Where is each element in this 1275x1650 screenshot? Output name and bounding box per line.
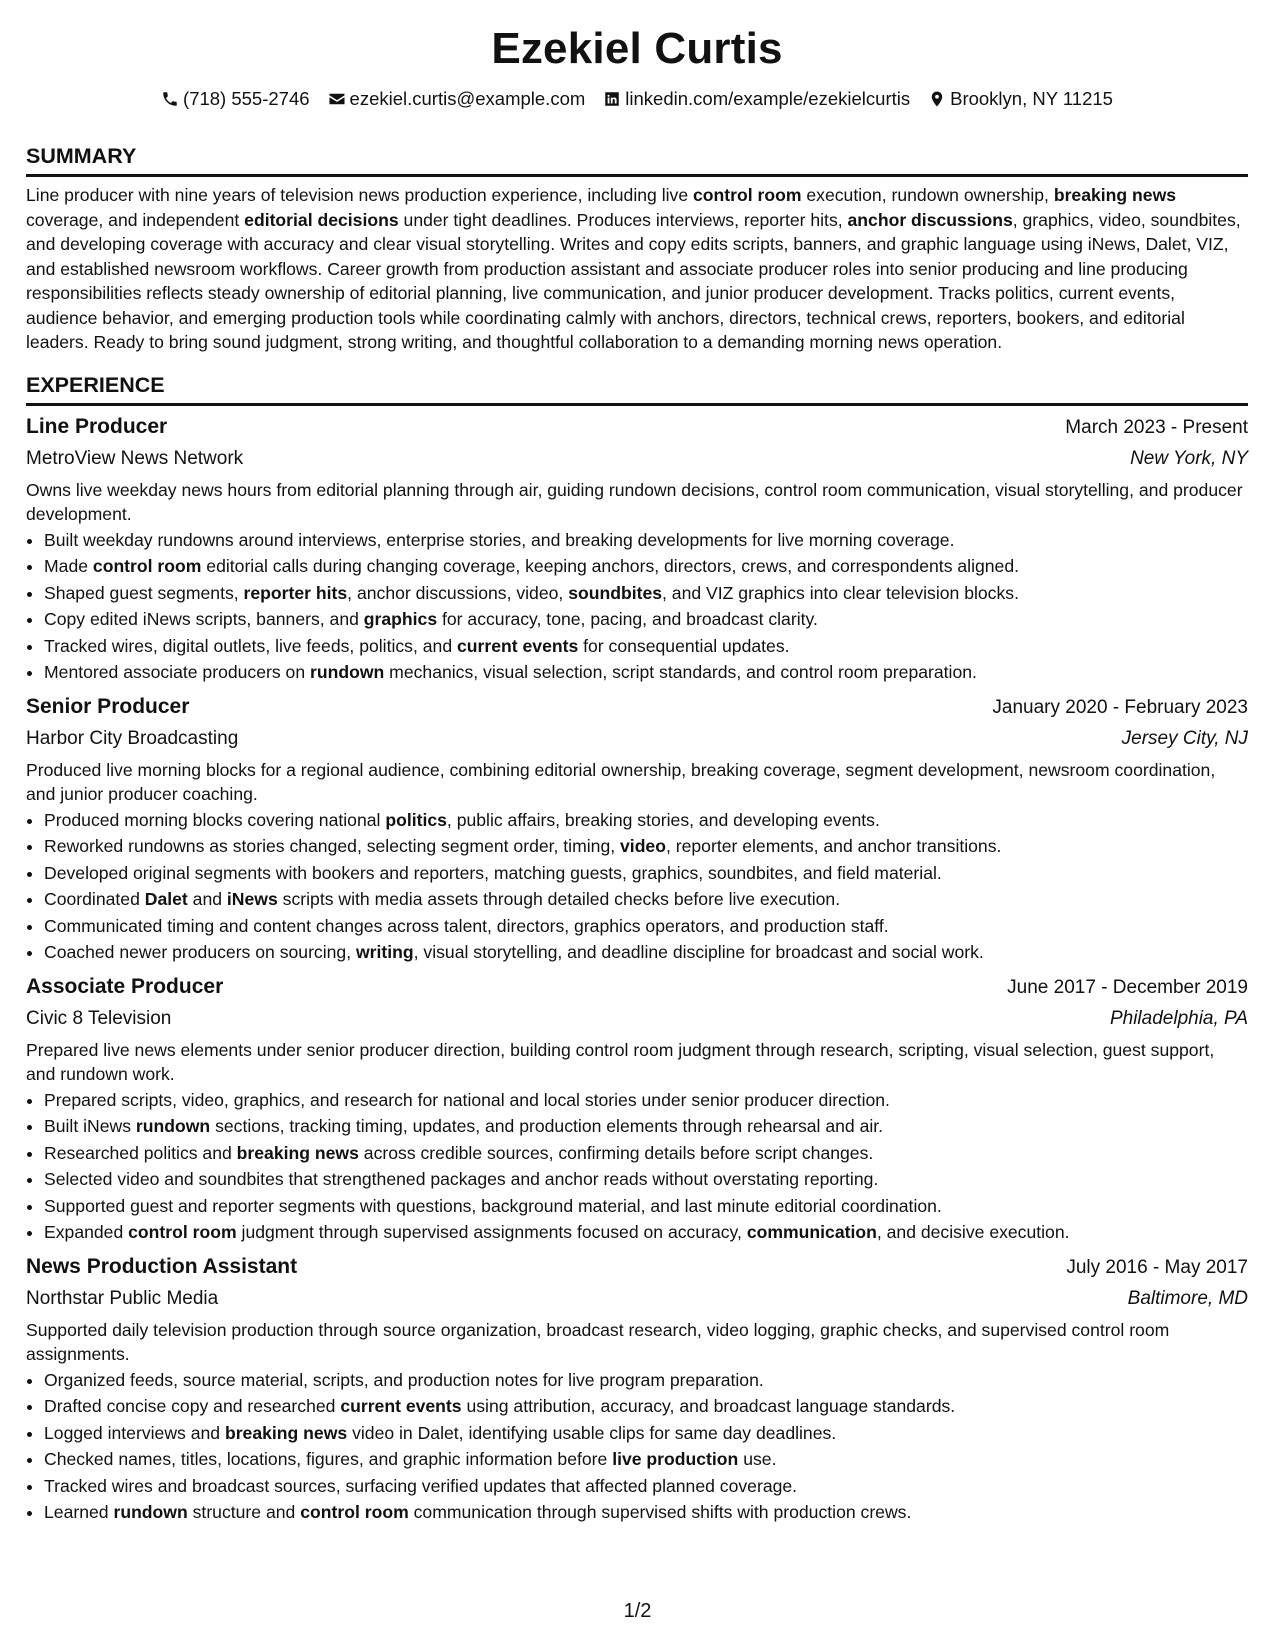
bullet-text: Mentored associate producers on <box>44 662 311 682</box>
contact-location <box>928 88 1113 110</box>
job-bullet-list <box>26 807 1248 966</box>
phone-icon <box>161 90 179 108</box>
job-dates: March 2023 - Present <box>1065 416 1248 438</box>
bullet-keyword: video <box>620 836 666 856</box>
section-title-experience: EXPERIENCE <box>26 371 1248 406</box>
job-header <box>26 972 1248 1003</box>
job-header <box>26 1252 1248 1283</box>
bullet-text: Communicated timing and content changes across talent, directors, graphics operators, and production staff. <box>44 915 889 936</box>
bullet-keyword: current events <box>457 635 579 656</box>
bullet-keyword: soundbites <box>568 582 663 603</box>
job-description: Owns live weekday news hours from editorial planning through air, guiding rundown decisions, control room communication, visual storytelling, and producer development. <box>26 479 1243 524</box>
envelope-icon <box>328 90 346 108</box>
bullet-text: Selected video and soundbites that strengthened packages and anchor reads without overstating reporting. <box>44 1169 879 1189</box>
bullet-text: , reporter elements, and anchor transitions. <box>665 836 1002 856</box>
bullet-keyword: live production <box>612 1449 739 1469</box>
job-bullet <box>44 1367 1248 1394</box>
job-dates: January 2020 - February 2023 <box>992 696 1248 718</box>
section-title-summary: SUMMARY <box>26 142 1248 177</box>
summary-text: execution, rundown ownership, <box>801 185 1054 205</box>
bullet-keyword: control room <box>128 1222 237 1242</box>
bullet-text: use. <box>738 1449 777 1469</box>
bullet-text: Drafted concise copy and researched <box>44 1396 341 1416</box>
job-location: Baltimore, MD <box>1127 1287 1248 1309</box>
job-location: Jersey City, NJ <box>1121 727 1248 749</box>
bullet-text: video in Dalet, identifying usable clips for same day deadlines. <box>347 1422 837 1443</box>
job-bullet <box>44 527 1248 554</box>
job-bullet <box>44 1499 1248 1526</box>
job-bullet <box>44 580 1248 607</box>
job-bullet <box>44 860 1248 887</box>
bullet-keyword: reporter hits <box>243 582 348 603</box>
linkedin-url[interactable]: linkedin.com/example/ezekielcurtis <box>625 88 911 109</box>
summary-paragraph <box>26 183 1248 355</box>
job-bullet <box>44 1193 1248 1220</box>
bullet-text: Shaped guest segments, <box>44 582 244 603</box>
job-bullet <box>44 1446 1248 1473</box>
bullet-keyword: control room <box>92 556 202 576</box>
job-bullet <box>44 1219 1248 1246</box>
bullet-text: , visual storytelling, and deadline discipline for broadcast and social work. <box>413 942 984 962</box>
bullet-keyword: rundown <box>135 1116 211 1136</box>
summary-keyword: breaking news <box>1053 185 1177 205</box>
job-subheader <box>26 1283 1248 1314</box>
summary-text: under tight deadlines. Produces interviews, reporter hits, <box>398 209 848 230</box>
bullet-text: , anchor discussions, video, <box>347 582 569 603</box>
bullet-text: Coordinated <box>44 889 145 909</box>
contact-email <box>328 88 586 110</box>
job-description: Prepared live news elements under senior producer direction, building control room judgment through research, scripting, visual selection, guest support, and rundown work. <box>26 1039 1215 1084</box>
contact-phone <box>161 88 310 110</box>
summary-keyword: anchor discussions <box>847 209 1013 230</box>
job-bullet <box>44 886 1248 913</box>
bullet-text: across credible sources, confirming details before script changes. <box>358 1142 874 1163</box>
bullet-text: structure and <box>187 1502 301 1522</box>
job-entry <box>26 1252 1248 1526</box>
bullet-text: judgment through supervised assignments focused on accuracy, <box>236 1222 747 1242</box>
bullet-text: for accuracy, tone, pacing, and broadcast clarity. <box>437 609 818 629</box>
job-subheader <box>26 1003 1248 1034</box>
job-entry <box>26 692 1248 966</box>
job-bullet <box>44 1113 1248 1140</box>
job-bullet <box>44 1140 1248 1167</box>
job-dates: July 2016 - May 2017 <box>1066 1256 1248 1278</box>
job-bullet <box>44 606 1248 633</box>
email-address[interactable]: ezekiel.curtis@example.com <box>349 88 586 109</box>
job-location: New York, NY <box>1130 447 1248 469</box>
bullet-text: mechanics, visual selection, script standards, and control room preparation. <box>384 662 977 682</box>
job-company: Northstar Public Media <box>26 1287 219 1309</box>
phone-number[interactable]: (718) 555-2746 <box>183 88 310 109</box>
job-bullet <box>44 659 1248 686</box>
job-dates: June 2017 - December 2019 <box>1007 976 1248 998</box>
bullet-text: , and decisive execution. <box>876 1222 1070 1242</box>
bullet-keyword: current events <box>340 1396 462 1416</box>
bullet-keyword: writing <box>355 942 414 962</box>
bullet-keyword: iNews <box>226 889 278 909</box>
bullet-text: Researched politics and <box>44 1142 237 1163</box>
bullet-text: editorial calls during changing coverage, keeping anchors, directors, crews, and correspondents aligned. <box>201 556 1020 576</box>
map-pin-icon <box>928 90 946 108</box>
job-company: MetroView News Network <box>26 447 244 469</box>
bullet-keyword: rundown <box>113 1502 188 1522</box>
bullet-text: Reworked rundowns as stories changed, selecting segment order, timing, <box>44 836 621 856</box>
job-description: Supported daily television production through source organization, broadcast research, video logging, graphic checks, and supervised control room assignments. <box>26 1319 1170 1364</box>
bullet-text: Copy edited iNews scripts, banners, and <box>44 609 364 629</box>
job-bullet <box>44 807 1248 834</box>
job-subheader <box>26 443 1248 474</box>
resume-page <box>26 0 1248 1526</box>
bullet-keyword: breaking news <box>224 1422 348 1443</box>
bullet-text: communication through supervised shifts with production crews. <box>408 1502 912 1522</box>
job-bullet <box>44 1473 1248 1500</box>
job-bullet <box>44 1420 1248 1447</box>
bullet-text: Tracked wires, digital outlets, live feeds, politics, and <box>44 635 457 656</box>
bullet-text: Logged interviews and <box>44 1422 225 1443</box>
bullet-text: Expanded <box>44 1222 129 1242</box>
bullet-text: Built weekday rundowns around interviews, enterprise stories, and breaking developments for live morning coverage. <box>44 529 955 550</box>
bullet-text: Tracked wires and broadcast sources, surfacing verified updates that affected planned coverage. <box>44 1475 798 1496</box>
job-subheader <box>26 723 1248 754</box>
bullet-keyword: breaking news <box>236 1142 359 1163</box>
job-title: Senior Producer <box>26 694 190 718</box>
job-header <box>26 692 1248 723</box>
summary-keyword: editorial decisions <box>244 209 399 230</box>
contact-bar <box>26 86 1248 112</box>
job-title: Line Producer <box>26 414 168 438</box>
job-header <box>26 412 1248 443</box>
summary-section <box>26 142 1248 355</box>
summary-keyword: control room <box>693 185 802 205</box>
bullet-text: using attribution, accuracy, and broadcast language standards. <box>461 1396 956 1416</box>
job-bullet <box>44 1393 1248 1420</box>
job-company: Harbor City Broadcasting <box>26 727 239 749</box>
page-number: 1/2 <box>623 1600 652 1622</box>
job-bullet-list <box>26 1367 1248 1526</box>
bullet-text: Coached newer producers on sourcing, <box>44 942 356 962</box>
job-list <box>26 412 1248 1526</box>
job-bullet <box>44 553 1248 580</box>
bullet-text: Checked names, titles, locations, figures, and graphic information before <box>44 1449 613 1469</box>
summary-text: Line producer with nine years of television news production experience, including live <box>26 185 693 205</box>
job-title: Associate Producer <box>26 974 224 998</box>
bullet-keyword: Dalet <box>144 889 188 909</box>
job-description: Produced live morning blocks for a regional audience, combining editorial ownership, breaking coverage, segment development, newsroom coordination, and junior producer coaching. <box>26 759 1216 804</box>
bullet-text: Supported guest and reporter segments with questions, background material, and last minute editorial coordination. <box>44 1195 942 1216</box>
bullet-keyword: rundown <box>310 662 385 682</box>
job-bullet <box>44 833 1248 860</box>
experience-section <box>26 371 1248 1526</box>
bullet-text: for consequential updates. <box>578 635 790 656</box>
job-company: Civic 8 Television <box>26 1007 172 1029</box>
bullet-text: sections, tracking timing, updates, and production elements through rehearsal and air. <box>210 1116 884 1136</box>
bullet-text: Built iNews <box>44 1116 136 1136</box>
bullet-text: Made <box>44 556 93 576</box>
job-entry <box>26 412 1248 686</box>
bullet-text: scripts with media assets through detailed checks before live execution. <box>277 889 841 909</box>
summary-text: , graphics, video, soundbites, and developing coverage with accuracy and clear visual storytelling. Writes and copy edits scripts, banners, and graphic language using iNews, Dalet, VIZ, and established newsroom workflows. Career growth from production assistant and associate producer roles into senior producing and line producing responsibilities reflects steady ownership of editorial planning, live communication, and junior producer development. Tracks politics, current events, audience behavior, and emerging production tools while coordinating calmly with anchors, directors, technical crews, reporters, bookers, and editorial leaders. Ready to bring sound judgment, strong writing, and thoughtful collaboration to a demanding morning news operation. <box>26 209 1241 352</box>
job-bullet <box>44 913 1248 940</box>
job-bullet <box>44 1087 1248 1114</box>
job-bullet <box>44 939 1248 966</box>
summary-text: coverage, and independent <box>26 209 245 230</box>
job-location: Philadelphia, PA <box>1109 1007 1248 1029</box>
linkedin-icon <box>603 90 621 108</box>
bullet-keyword: politics <box>385 809 447 830</box>
bullet-text: Organized feeds, source material, scripts, and production notes for live program preparation. <box>44 1369 764 1390</box>
job-bullet-list <box>26 527 1248 686</box>
job-bullet-list <box>26 1087 1248 1246</box>
bullet-text: Produced morning blocks covering national <box>44 809 386 830</box>
job-entry <box>26 972 1248 1246</box>
candidate-name: Ezekiel Curtis <box>491 24 783 73</box>
job-bullet <box>44 1166 1248 1193</box>
bullet-text: Developed original segments with bookers and reporters, matching guests, graphics, soundbites, and field material. <box>44 862 942 883</box>
bullet-keyword: communication <box>746 1222 877 1242</box>
bullet-text: and <box>187 889 227 909</box>
contact-linkedin <box>603 88 910 110</box>
bullet-text: , and VIZ graphics into clear television blocks. <box>662 582 1019 603</box>
bullet-keyword: control room <box>300 1502 409 1522</box>
job-title: News Production Assistant <box>26 1254 298 1278</box>
bullet-text: Learned <box>44 1502 114 1522</box>
location-text: Brooklyn, NY 11215 <box>950 88 1113 109</box>
bullet-keyword: graphics <box>363 609 438 629</box>
bullet-text: Prepared scripts, video, graphics, and research for national and local stories under senior producer direction. <box>44 1089 890 1110</box>
job-bullet <box>44 633 1248 660</box>
bullet-text: , public affairs, breaking stories, and developing events. <box>446 809 880 830</box>
